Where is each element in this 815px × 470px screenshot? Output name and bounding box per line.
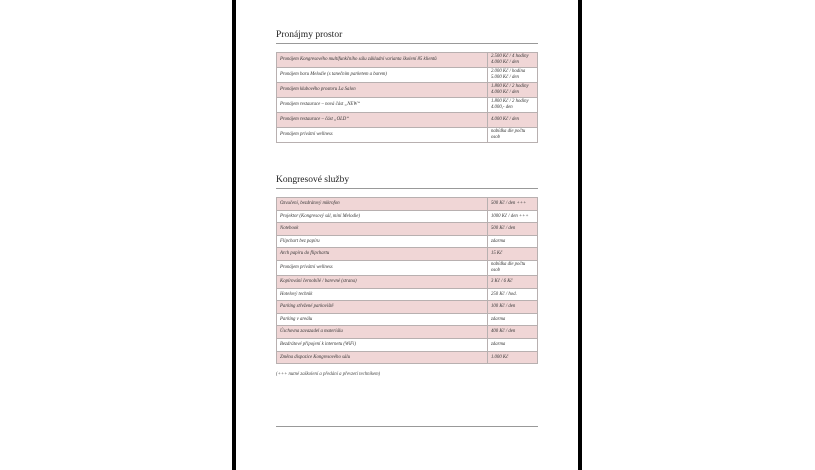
row-item-name: Pronájem Kongresového multifunkčního sálu základní varianta školení 85 klientů: [277, 53, 488, 68]
row-item-price: nabídka dle počtu osob: [487, 128, 537, 143]
table-row: [277, 83, 538, 98]
right-border-bar: [578, 0, 582, 470]
rental-section: [276, 30, 538, 143]
row-item-price: 500 Kč / den +++: [487, 198, 537, 211]
row-item-name: Notebook: [277, 223, 488, 236]
row-item-price: 4.000 Kč / den: [487, 113, 537, 128]
table-row: [277, 235, 538, 248]
row-item-price: 1000 Kč / den +++: [487, 210, 537, 223]
table-row: [277, 248, 538, 261]
row-item-price: 500 Kč / den: [487, 223, 537, 236]
row-item-name: Úschovna zavazadel a materiálu: [277, 326, 488, 339]
table-row: [277, 301, 538, 314]
row-item-price: 2.000 Kč / hodina 5.000 Kč / den: [487, 68, 537, 83]
services-footnote: (+++ nutné zaškolení a předání a převzetí technikem): [276, 372, 381, 378]
document-page: [236, 0, 578, 470]
services-section-title: Kongresové služby: [276, 175, 538, 189]
table-row: [277, 313, 538, 326]
table-row: [277, 275, 538, 288]
row-item-name: Pronájem privátní wellness: [277, 260, 488, 275]
table-row: [277, 128, 538, 143]
row-item-price: zdarma: [487, 313, 537, 326]
row-item-price: zdarma: [487, 235, 537, 248]
row-item-name: Parking střežené parkoviště: [277, 301, 488, 314]
row-item-name: Hotelový technik: [277, 288, 488, 301]
row-item-name: Pronájem restaurace – nová část „NEW“: [277, 98, 488, 113]
row-item-name: Pronájem restaurace – část „OLD“: [277, 113, 488, 128]
page-footer-divider: [276, 426, 538, 427]
row-item-price: 1.800 Kč / 2 hodiny 4.000 Kč / den: [487, 83, 537, 98]
row-item-name: Parking v areálu: [277, 313, 488, 326]
rental-price-table: [276, 52, 538, 143]
rental-section-title: Pronájmy prostor: [276, 30, 538, 44]
services-section: [276, 175, 538, 377]
row-item-name: Změna dispozice Kongresového sálu: [277, 351, 488, 364]
row-item-name: Arch papíru do flipchartu: [277, 248, 488, 261]
row-item-price: nabídka dle počtu osob: [487, 260, 537, 275]
row-item-price: zdarma: [487, 338, 537, 351]
row-item-price: 400 Kč / den: [487, 326, 537, 339]
row-item-price: 1.000 Kč: [487, 351, 537, 364]
row-item-name: Flipchart bez papíru: [277, 235, 488, 248]
services-price-table: [276, 197, 538, 364]
table-row: [277, 338, 538, 351]
table-row: [277, 351, 538, 364]
table-row: [277, 223, 538, 236]
row-item-name: Pronájem privátní wellness: [277, 128, 488, 143]
row-item-price: 1.800 Kč / 2 hodiny 4.000,- den: [487, 98, 537, 113]
row-item-price: 15 Kč: [487, 248, 537, 261]
row-item-name: Pronájem klubového prostoru La Salon: [277, 83, 488, 98]
table-row: [277, 210, 538, 223]
row-item-name: Pronájem baru Melodie (s tanečním parketem a barem): [277, 68, 488, 83]
table-row: [277, 98, 538, 113]
table-row: [277, 326, 538, 339]
table-row: [277, 260, 538, 275]
row-item-name: Kopírování černobílé / barevné (strana): [277, 275, 488, 288]
table-row: [277, 53, 538, 68]
row-item-price: 3 Kč / 6 Kč: [487, 275, 537, 288]
table-row: [277, 113, 538, 128]
table-row: [277, 288, 538, 301]
table-row: [277, 68, 538, 83]
row-item-name: Bezdrátové připojení k internetu (WiFi): [277, 338, 488, 351]
row-item-price: 2.500 Kč / 4 hodiny 4.000 Kč / den: [487, 53, 537, 68]
row-item-name: Projektor (Kongresový sál, mini Melodie): [277, 210, 488, 223]
row-item-price: 100 Kč / den: [487, 301, 537, 314]
row-item-price: 250 Kč / hod.: [487, 288, 537, 301]
table-row: [277, 198, 538, 211]
row-item-name: Ozvučení, bezdrátový mikrofon: [277, 198, 488, 211]
